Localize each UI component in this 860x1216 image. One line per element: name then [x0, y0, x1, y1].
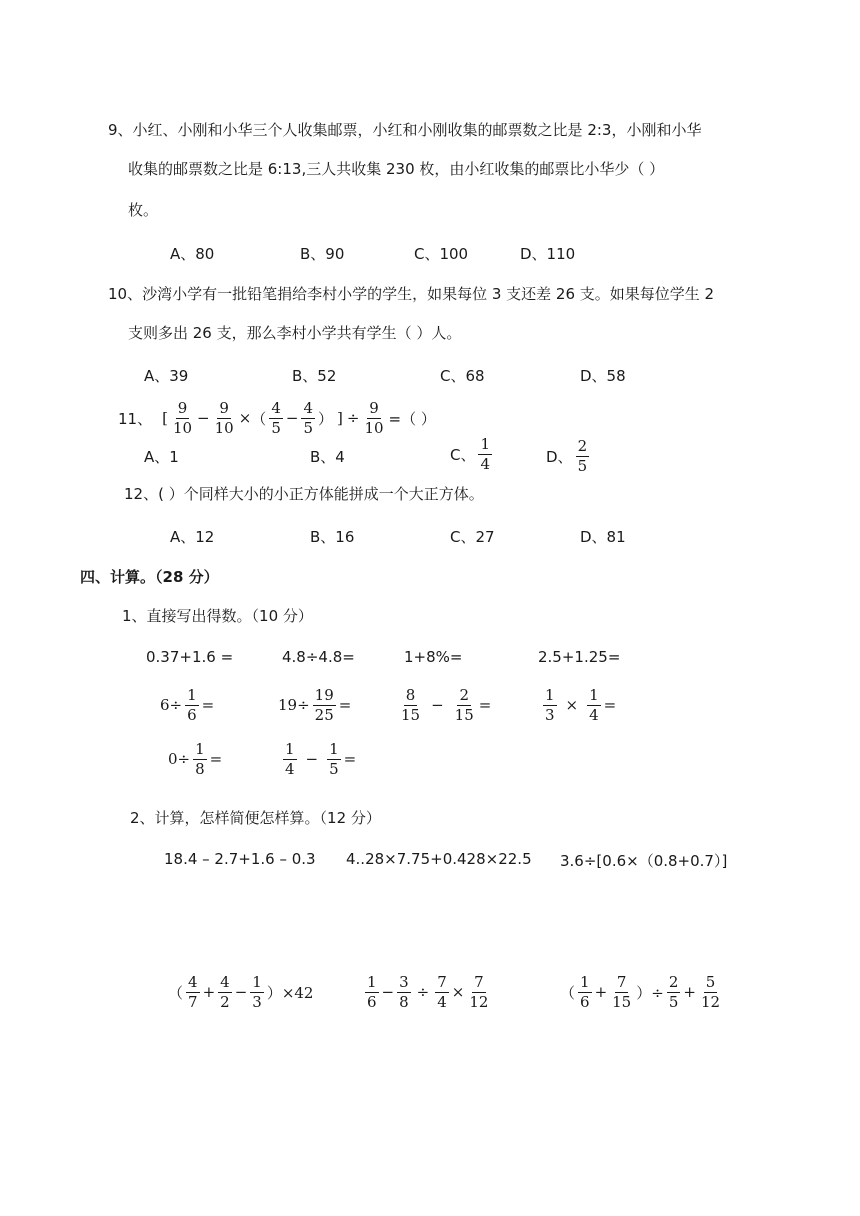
q11-fraction-2: $\frac{9}{10}$ — [214, 398, 234, 437]
q9-line-2: 收集的邮票数之比是 6:13,三人共收集 230 枚，由小红收集的邮票比小华少（ ） — [128, 160, 665, 178]
q11-minus-1: − — [197, 409, 210, 427]
q11-fraction-4: $\frac{4}{5}$ — [303, 398, 313, 437]
q11-option-d-fraction: $\frac{2}{5}$ — [577, 436, 588, 475]
q11-times: × — [238, 409, 252, 427]
calc-5-3-fraction-3: $\frac{2}{5}$ — [668, 972, 679, 1011]
section-4-sub2-title: 2、计算，怎样简便怎样算。（12 分） — [130, 809, 381, 827]
q12-option-c: C、27 — [450, 528, 495, 546]
calc-2-3-fraction-2: $\frac{2}{15}$ — [454, 685, 474, 724]
calc-5-1-fraction-2: $\frac{4}{2}$ — [220, 972, 230, 1011]
calc-5-2-fraction-3: $\frac{7}{4}$ — [437, 972, 447, 1011]
calc-2-4-fraction-1: $\frac{1}{3}$ — [545, 685, 555, 724]
q12-option-a: A、12 — [170, 528, 215, 546]
q9-line-3: 枚。 — [128, 201, 159, 219]
q11-fraction-1: $\frac{9}{10}$ — [172, 398, 193, 437]
q10-option-a: A、39 — [144, 367, 189, 385]
q9-option-a: A、80 — [170, 245, 215, 263]
section-4-title: 四、计算。（28 分） — [80, 568, 219, 586]
calc-5-3-fraction-1: $\frac{1}{6}$ — [580, 972, 590, 1011]
q10-option-b: B、52 — [292, 367, 337, 385]
q11-answer-blank: =（ ） — [388, 409, 436, 428]
calc-2-1-fraction: $\frac{1}{6}$ — [187, 685, 197, 724]
q11-minus-2: − — [285, 409, 299, 427]
q10-line-1: 10、沙湾小学有一批铅笔捐给李村小学的学生，如果每位 3 支还差 26 支。如果每位学生 2 — [108, 285, 715, 303]
q11-option-c: C、 $\frac{1}{4}$ — [450, 434, 491, 473]
q10-option-c: C、68 — [440, 367, 485, 385]
q9-option-c: C、100 — [414, 245, 469, 263]
calc-5-2-fraction-4: $\frac{7}{12}$ — [469, 972, 489, 1011]
calc-4-1: 18.4 – 2.7+1.6 – 0.3 — [164, 850, 316, 868]
q9-line-1: 9、小红、小刚和小华三个人收集邮票，小红和小刚收集的邮票数之比是 2:3，小刚和小华 — [108, 121, 702, 139]
q11-expression — [118, 398, 436, 438]
calc-5-3: （ $\frac{1}{6}$ + $\frac{7}{15}$ ）÷ $\frac{2}{5}$ + $\frac{5}{12}$ — [560, 972, 721, 1011]
calc-5-3-fraction-2: $\frac{7}{15}$ — [612, 972, 632, 1011]
q11-option-d: D、 $\frac{2}{5}$ — [546, 436, 588, 475]
calc-1-2: 4.8÷4.8= — [282, 648, 355, 666]
q11-option-a: A、1 — [144, 448, 179, 466]
calc-2-3-fraction-1: $\frac{8}{15}$ — [401, 685, 421, 724]
calc-5-1-fraction-1: $\frac{4}{7}$ — [188, 972, 198, 1011]
calc-5-2: $\frac{1}{6}$ − $\frac{3}{8}$ ÷ $\frac{7}{4}$ × $\frac{7}{12}$ — [367, 972, 489, 1011]
q11-fraction-5: $\frac{9}{10}$ — [364, 398, 384, 437]
calc-3-1: 0÷ $\frac{1}{8}$ = — [168, 739, 223, 778]
calc-5-1-fraction-3: $\frac{1}{3}$ — [252, 972, 262, 1011]
q10-option-d: D、58 — [580, 367, 626, 385]
calc-2-4-fraction-2: $\frac{1}{4}$ — [589, 685, 599, 724]
calc-1-1: 0.37+1.6 = — [146, 648, 234, 666]
calc-2-3: $\frac{8}{15}$ − $\frac{2}{15}$ = — [401, 685, 492, 724]
q12-option-d: D、81 — [580, 528, 626, 546]
calc-2-2: 19÷ $\frac{19}{25}$ = — [278, 685, 352, 724]
q11-option-c-fraction: $\frac{1}{4}$ — [480, 434, 491, 473]
calc-3-2: $\frac{1}{4}$ − $\frac{1}{5}$ = — [285, 739, 357, 778]
q11-divide: ÷ — [346, 409, 360, 427]
q11-close-bracket: ] — [337, 409, 343, 427]
calc-3-2-fraction-2: $\frac{1}{5}$ — [329, 739, 339, 778]
q10-line-2: 支则多出 26 支，那么李村小学共有学生（ ）人。 — [128, 324, 462, 342]
q9-option-b: B、90 — [300, 245, 345, 263]
q11-open-paren: （ — [251, 409, 267, 428]
calc-2-2-fraction: $\frac{19}{25}$ — [314, 685, 334, 724]
calc-4-2: 4..28×7.75+0.428×22.5 — [346, 850, 532, 868]
calc-4-3: 3.6÷[0.6×（0.8+0.7）] — [560, 852, 728, 870]
section-4-sub1-title: 1、直接写出得数。（10 分） — [122, 607, 313, 625]
q11-fraction-3: $\frac{4}{5}$ — [271, 398, 281, 437]
calc-5-2-fraction-1: $\frac{1}{6}$ — [367, 972, 377, 1011]
calc-3-1-fraction: $\frac{1}{8}$ — [195, 739, 205, 778]
q11-label: 11、 — [118, 409, 153, 428]
calc-5-1: （ $\frac{4}{7}$ + $\frac{4}{2}$ − $\frac{1}{3}$ ）×42 — [168, 972, 314, 1011]
calc-1-3: 1+8%= — [404, 648, 463, 666]
q11-open-bracket: [ — [162, 409, 168, 427]
q12-option-b: B、16 — [310, 528, 355, 546]
q11-option-b: B、4 — [310, 448, 345, 466]
q11-close-paren: ） — [317, 409, 333, 428]
calc-2-1: 6÷ $\frac{1}{6}$ = — [160, 685, 215, 724]
q12-line-1: 12、( ）个同样大小的小正方体能拼成一个大正方体。 — [124, 485, 484, 503]
calc-1-4: 2.5+1.25= — [538, 648, 621, 666]
calc-2-4: $\frac{1}{3}$ × $\frac{1}{4}$ = — [545, 685, 617, 724]
calc-5-3-fraction-4: $\frac{5}{12}$ — [700, 972, 721, 1011]
q9-option-d: D、110 — [520, 245, 576, 263]
calc-3-2-fraction-1: $\frac{1}{4}$ — [285, 739, 295, 778]
calc-5-2-fraction-2: $\frac{3}{8}$ — [399, 972, 409, 1011]
